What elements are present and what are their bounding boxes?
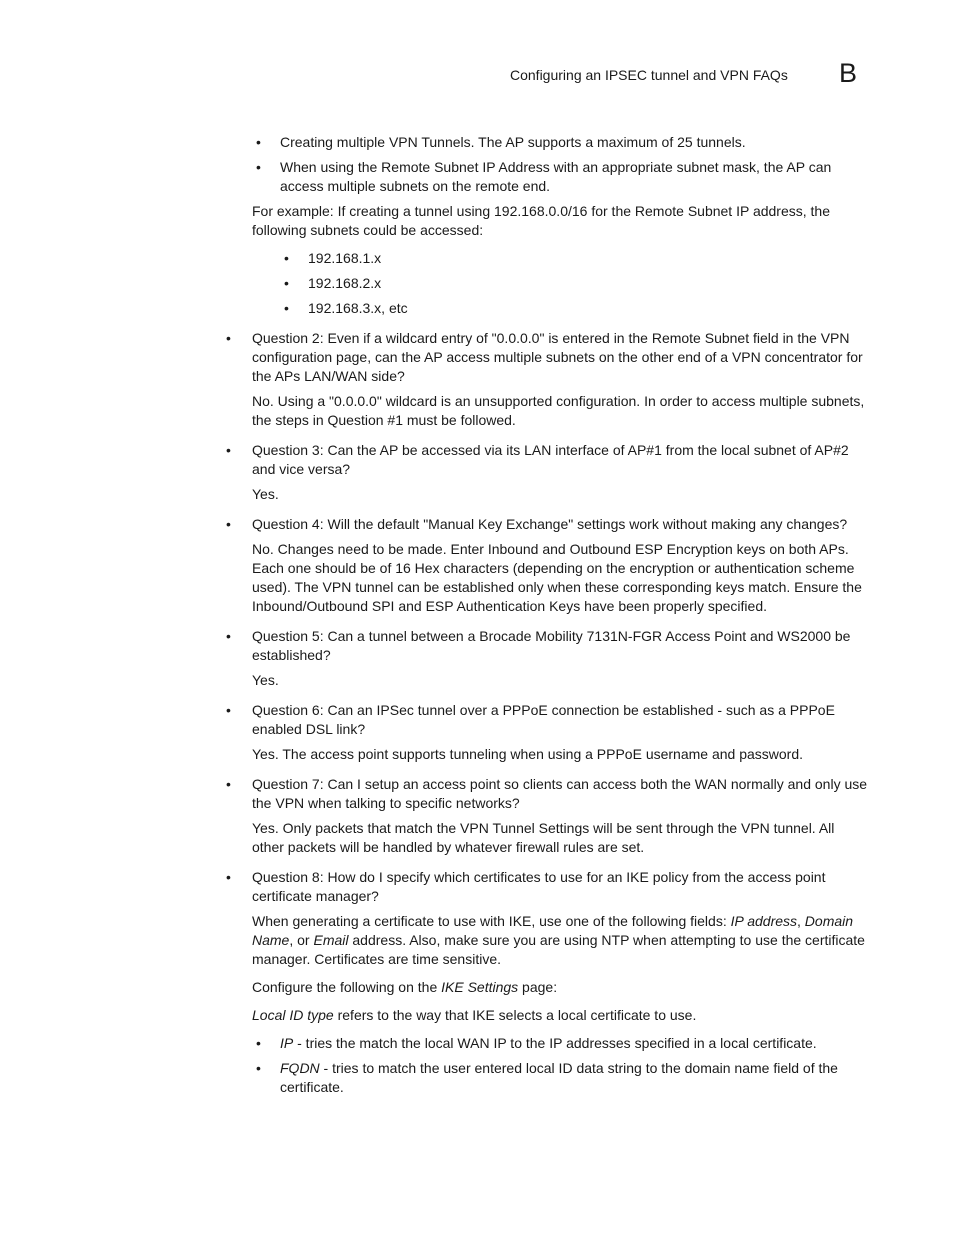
list-item: • When using the Remote Subnet IP Address with an appropriate subnet mask, the AP can access multiple subnets on the remote end. [256,159,832,194]
list-item: • 192.168.1.x [284,250,382,266]
faq-question: • Question 5: Can a tunnel between a Brocade Mobility 7131N-FGR Access Point and WS2000 be established? [226,628,851,663]
faq-answer: Yes. Only packets that match the VPN Tunnel Settings will be sent through the VPN tunnel. All other packets will be handled by whatever firewall rules are set. [252,820,835,855]
bullet-icon: • [226,442,231,458]
bullet-icon: • [256,1060,261,1076]
bullet-icon: • [226,702,231,718]
bullet-icon: • [226,776,231,792]
faq-question: • Question 2: Even if a wildcard entry of "0.0.0.0" is entered in the Remote Subnet field in the VPN configuration page, can the AP access multiple subnets on the other end of a VPN concentrator for the APs LAN/WAN side? [226,330,863,384]
page-body [0,133,954,1103]
bullet-icon: • [284,300,289,316]
local-id-paragraph: Local ID type refers to the way that IKE selects a local certificate to use. [252,1007,697,1023]
list-item: • 192.168.3.x, etc [284,300,408,316]
faq-question: • Question 4: Will the default "Manual Key Exchange" settings work without making any changes? [226,516,848,532]
list-item: • 192.168.2.x [284,275,382,291]
faq-question: • Question 3: Can the AP be accessed via its LAN interface of AP#1 from the local subnet of AP#2 and vice versa? [226,442,849,477]
answer-lead: Yes. [252,486,279,502]
bullet-icon: • [226,516,231,532]
list-item: • Creating multiple VPN Tunnels. The AP supports a maximum of 25 tunnels. [256,134,746,150]
section-title: Configuring an IPSEC tunnel and VPN FAQs [510,67,788,83]
example-paragraph: For example: If creating a tunnel using 192.168.0.0/16 for the Remote Subnet IP address, the following subnets could be accessed: [252,203,830,238]
faq-answer: Yes. The access point supports tunneling when using a PPPoE username and password. [252,746,804,762]
faq-answer: No. Using a "0.0.0.0" wildcard is an unsupported configuration. In order to access multiple subnets, the steps in Question #1 must be followed. [252,393,865,428]
answer-lead: No. [252,541,274,557]
list-item: • IP - tries the match the local WAN IP to the IP addresses specified in a local certificate. [256,1035,817,1051]
bullet-icon: • [226,628,231,644]
faq-answer: No. Changes need to be made. Enter Inbound and Outbound ESP Encryption keys on both APs. Each one should be of 16 Hex characters (depending on the encryption or authentication scheme used). The VPN tunnel can be established only when these corresponding keys match. Ensure the Inbound/Outbound SPI and ESP Authentication Keys have been properly specified. [252,541,862,614]
bullet-icon: • [256,1035,261,1051]
ike-fields-paragraph: When generating a certificate to use with IKE, use one of the following fields: IP address, Domain Name, or Email address. Also, make sure you are using NTP when attempting to use the certificate manager. Certificates are time sensitive. [252,913,865,967]
ike-settings-paragraph: Configure the following on the IKE Settings page: [252,979,558,995]
faq-answer [252,485,870,504]
answer-lead: Yes. [252,746,279,762]
answer-lead: Yes. [252,820,279,836]
faq-question: • Question 6: Can an IPSec tunnel over a PPPoE connection be established - such as a PPPoE enabled DSL link? [226,702,835,737]
page-header [0,58,954,98]
appendix-letter: B [839,58,858,88]
bullet-icon: • [284,275,289,291]
bullet-icon: • [256,134,261,150]
answer-lead: Yes. [252,672,279,688]
bullet-icon: • [226,869,231,885]
faq-question: • Question 8: How do I specify which certificates to use for an IKE policy from the access point certificate manager? [226,869,826,904]
bullet-icon: • [284,250,289,266]
answer-lead: No. [252,393,274,409]
bullet-icon: • [256,159,261,175]
list-item: • FQDN - tries to match the user entered local ID data string to the domain name field of the certificate. [256,1060,838,1095]
bullet-icon: • [226,330,231,346]
faq-question: • Question 7: Can I setup an access point so clients can access both the WAN normally and only use the VPN when talking to specific networks? [226,776,868,811]
faq-answer [252,671,870,690]
